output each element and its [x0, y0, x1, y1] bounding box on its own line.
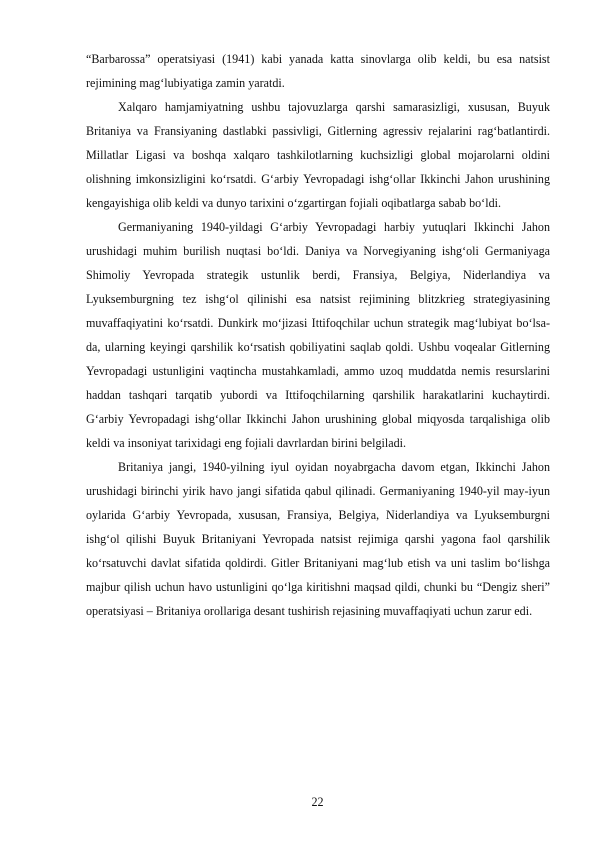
paragraph-3: Germaniyaning 1940-yildagi Gʻarbiy Yevropadagi harbiy yutuqlari Ikkinchi Jahon urushidagi muhim burilish nuqtasi boʻldi. Daniya va Norvegiyaning ishgʻoli Germaniyaga Shimoliy Yevropada strategik ustunlik berdi, Fransiya, Belgiya, Niderlandiya va Lyuksemburgning tez ishgʻol qilinishi esa natsist rejimining blitzkrieg strategiyasining muvaffaqiyatini koʻrsatdi. Dunkirk moʻjizasi Ittifoqchilar uchun strategik magʻlubiyat boʻlsa-da, ularning keyingi qarshilik koʻrsatish qobiliyatini saqlab qoldi. Ushbu voqealar Gitlerning Yevropadagi ustunligini vaqtincha mustahkamladi, ammo uzoq muddatda nemis resurslarini haddan tashqari tarqatib yubordi va Ittifoqchilarning qarshilik harakatlarini kuchaytirdi. Gʻarbiy Yevropadagi ishgʻollar Ikkinchi Jahon urushining global miqyosda tarqalishiga olib keldi va insoniyat tarixidagi eng fojiali davrlardan birini belgiladi. — [86, 220, 550, 450]
page-number: 22 — [311, 795, 324, 809]
paragraph-4: Britaniya jangi, 1940-yilning iyul oyidan noyabrgacha davom etgan, Ikkinchi Jahon urushidagi birinchi yirik havo jangi sifatida qabul qilinadi. Germaniyaning 1940-yil may-iyun oylarida Gʻarbiy Yevropada, xususan, Fransiya, Belgiya, Niderlandiya va Lyuksemburgni ishgʻol qilishi Buyuk Britaniyani Yevropada natsist rejimiga qarshi yagona faol qarshilik koʻrsatuvchi davlat sifatida qoldirdi. Gitler Britaniyani magʻlub etish va uni taslim boʻlishga majbur qilish uchun havo ustunligini qoʻlga kiritishni maqsad qildi, chunki bu “Dengiz sheri” operatsiyasi – Britaniya orollariga desant tushirish rejasining muvaffaqiyati uchun zarur edi. — [86, 460, 550, 618]
paragraph-2: Xalqaro hamjamiyatning ushbu tajovuzlarga qarshi samarasizligi, xususan, Buyuk Britaniya va Fransiyaning dastlabki passivligi, Gitlerning agressiv rejalarini ragʻbatlantirdi. Millatlar Ligasi va boshqa xalqaro tashkilotlarning kuchsizligi global mojarolarni oldini olishning imkonsizligini koʻrsatdi. Gʻarbiy Yevropadagi ishgʻollar Ikkinchi Jahon urushining kengayishiga olib keldi va dunyo tarixini oʻzgartirgan fojiali oqibatlarga sabab boʻldi. — [86, 100, 550, 210]
paragraph-1: “Barbarossa” operatsiyasi (1941) kabi yanada katta sinovlarga olib keldi, bu esa natsist rejimining magʻlubiyatiga zamin yaratdi. — [86, 52, 550, 90]
document-body — [86, 47, 550, 623]
